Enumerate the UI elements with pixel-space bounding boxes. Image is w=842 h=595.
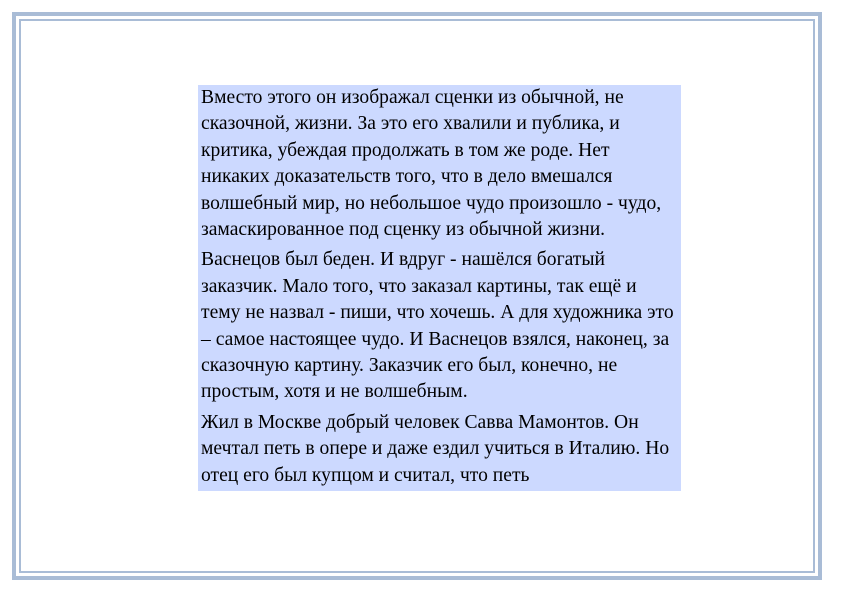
text-box [198, 85, 681, 491]
paragraph-2: Васнецов был беден. И вдруг - нашёлся богатый заказчик. Мало того, что заказал картины, так ещё и тему не назвал - пиши, что хочешь. А для художника это – самое настоящее чудо. И Васнецов взялся, наконец, за сказочную картину. Заказчик его был, конечно, не простым, хотя и не волшебным. [201, 249, 674, 403]
paragraph-3: Жил в Москве добрый человек Савва Мамонтов. Он мечтал петь в опере и даже ездил учиться в Италию. Но отец его был купцом и считал, что петь [201, 411, 670, 486]
paragraph-1: Вместо этого он изображал сценки из обычной, не сказочной, жизни. За это его хвалили и публика, и критика, убеждая продолжать в том же роде. Нет никаких доказательств того, что в дело вмешался волшебный мир, но небольшое чудо произошло - чудо, замаскированное под сценку из обычной жизни. [201, 87, 662, 241]
